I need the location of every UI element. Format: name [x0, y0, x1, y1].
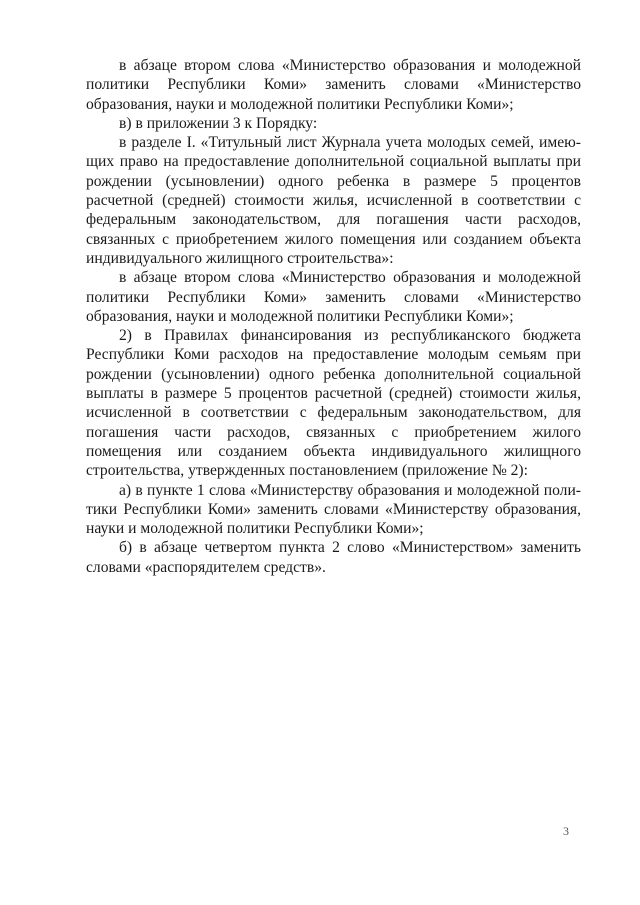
paragraph-3: в разделе I. «Титульный лист Журнала учета молодых семей, имеющих право на предоставление дополнительной социальной выплаты при рождении (усыновлении) одного ребенка в размере 5 процентов расчетной (средней) стоимости жилья, исчисленной в соответствии с федеральным законодательством, для погашения части расходов, связанных с приобретением жилого помещения или созданием объекта индивидуального жилищного строительства»: — [86, 134, 581, 267]
paragraph-5: 2) в Правилах финансирования из республиканского бюджета Республики Коми расходов на предоставление молодым семьям при рождении (усыновлении) одного ребенка дополнительной социальной выплаты в размере 5 процентов расчетной (средней) стоимости жилья, исчисленной в соответствии с федеральным законодательством, для погашения части расходов, связанных с приобретением жилого помещения или созданием объекта индивидуального жилищного строительства, утвержденных постановлением (приложение № 2): — [86, 327, 581, 480]
document-body — [86, 56, 581, 577]
paragraph-6: а) в пункте 1 слова «Министерству образования и молодежной политики Республики Коми» заменить словами «Министерству образования, науки и молодежной политики Республики Коми»; — [86, 481, 581, 538]
paragraph-4: в абзаце втором слова «Министерство образования и молодежной политики Республики Коми» заменить словами «Министерство образования, науки и молодежной политики Республики Коми»; — [86, 269, 581, 325]
paragraph-2: в) в приложении 3 к Порядку: — [119, 114, 318, 132]
page-number: 3 — [563, 824, 569, 838]
paragraph-7: б) в абзаце четвертом пункта 2 слово «Министерством» заменить словами «распорядителем средств». — [86, 539, 581, 576]
paragraph-1: в абзаце втором слова «Министерство образования и молодежной политики Республики Коми» заменить словами «Министерство образования, науки и молодежной политики Республики Коми»; — [86, 57, 581, 113]
